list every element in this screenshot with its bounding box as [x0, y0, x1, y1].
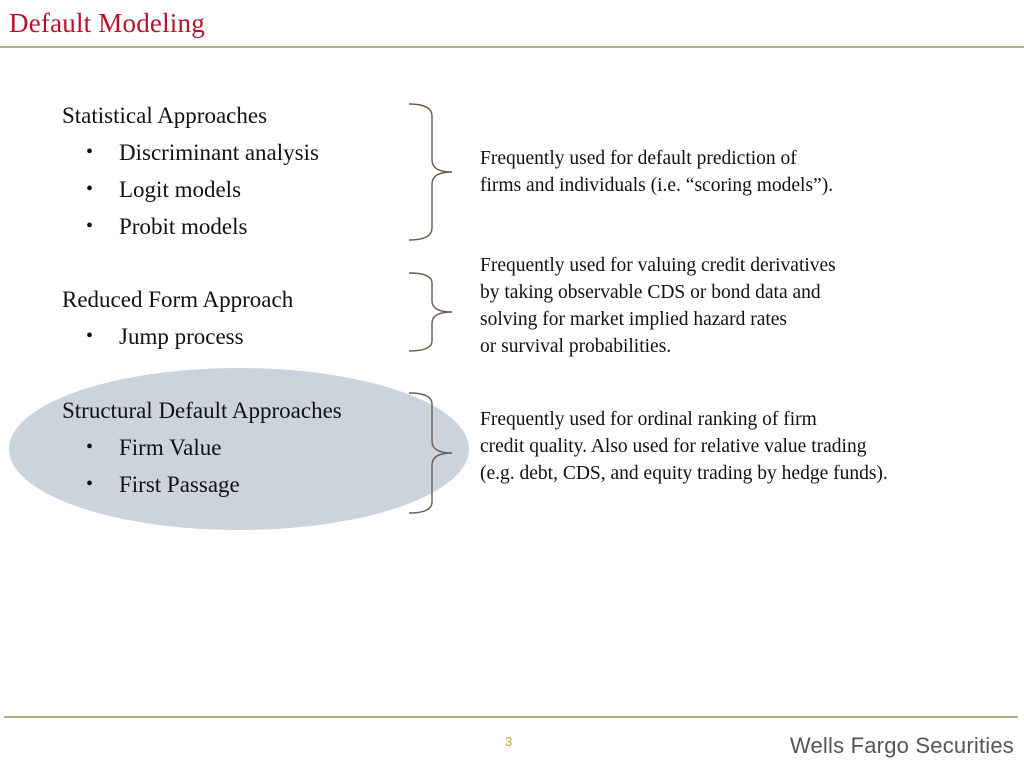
footer-rule	[4, 716, 1018, 718]
list-item: • Jump process	[62, 318, 293, 355]
group-heading: Structural Default Approaches	[62, 398, 342, 423]
bullet-list	[62, 134, 319, 245]
right-brace-icon	[406, 391, 456, 515]
group-statistical	[62, 97, 319, 245]
bullet-icon: •	[86, 141, 94, 163]
list-item: • Logit models	[62, 171, 319, 208]
description-statistical: Frequently used for default prediction of firms and individuals (i.e. “scoring models”).	[480, 148, 834, 196]
bullet-icon: •	[86, 473, 94, 495]
group-reduced-form	[62, 281, 293, 355]
right-brace-icon	[406, 102, 456, 242]
group-structural	[62, 392, 342, 503]
page-number: 3	[505, 734, 513, 749]
slide-title: Default Modeling	[9, 8, 205, 38]
bullet-icon: •	[86, 325, 94, 347]
right-brace-icon	[406, 271, 456, 353]
brand-logo: Wells Fargo Securities	[789, 733, 1014, 758]
group-heading: Statistical Approaches	[62, 103, 268, 128]
list-item: • Probit models	[62, 208, 319, 245]
bullet-icon: •	[86, 436, 94, 458]
title-rule	[0, 46, 1024, 48]
bullet-list	[62, 429, 342, 503]
group-heading: Reduced Form Approach	[62, 287, 294, 312]
bullet-icon: •	[86, 178, 94, 200]
list-item: • Firm Value	[62, 429, 342, 466]
bullet-icon: •	[86, 215, 94, 237]
bullet-list	[62, 318, 293, 355]
description-structural: Frequently used for ordinal ranking of firm credit quality. Also used for relative value trading (e.g. debt, CDS, and equity trading by hedge funds).	[480, 409, 888, 484]
list-item: • Discriminant analysis	[62, 134, 319, 171]
description-reduced-form: Frequently used for valuing credit derivatives by taking observable CDS or bond data and solving for market implied hazard rates or survival probabilities.	[480, 255, 836, 357]
list-item: • First Passage	[62, 466, 342, 503]
